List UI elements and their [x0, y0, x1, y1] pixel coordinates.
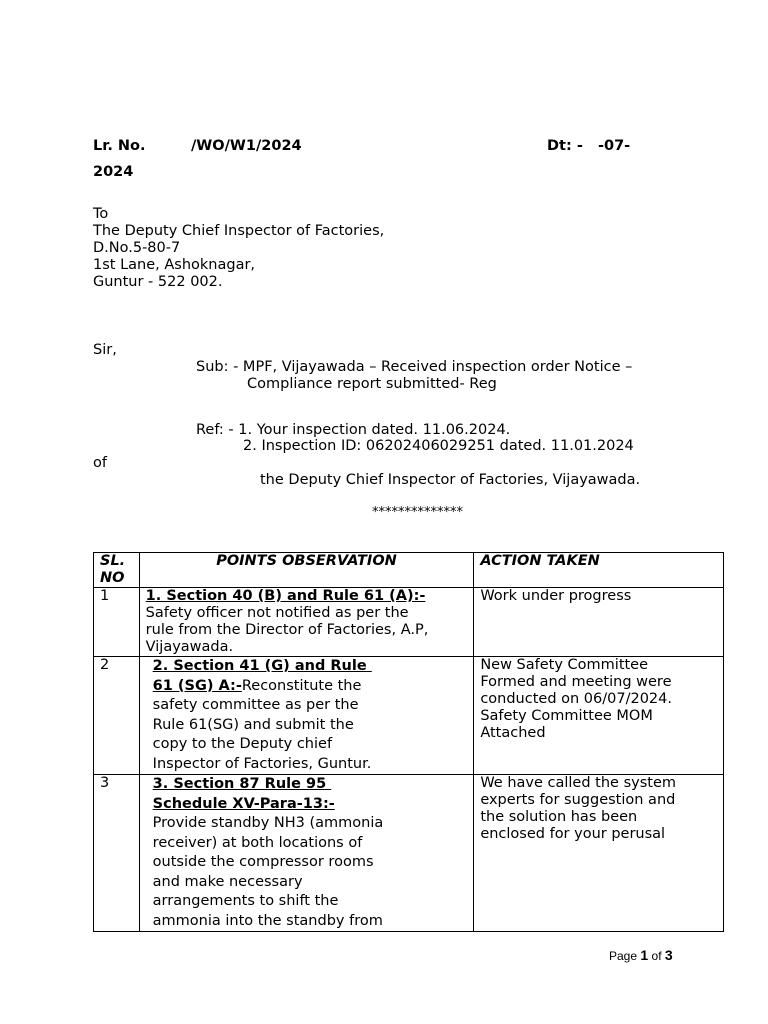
- address-line: 1st Lane, Ashoknagar,: [93, 257, 256, 273]
- reference-of: of: [93, 455, 107, 471]
- observation-text: Reconstitute the: [241, 677, 362, 694]
- date-label: Dt: - -07-: [547, 138, 631, 154]
- observation-line: Rule 61(SG) and submit the: [152, 716, 354, 733]
- letter-number-label: Lr. No.: [93, 138, 146, 154]
- table-header-row: [94, 553, 724, 588]
- row-action: [474, 657, 724, 775]
- reference-line: Ref: - 1. Your inspection dated. 11.06.2024.: [196, 422, 511, 438]
- row-sl: 2: [94, 657, 140, 775]
- observation-line: ammonia into the standby from: [152, 912, 383, 929]
- header-sl-line: NO: [100, 570, 125, 586]
- action-line: Work under progress: [480, 588, 632, 604]
- action-line: New Safety Committee: [480, 657, 649, 673]
- action-line: We have called the system: [480, 775, 676, 791]
- table-row: [94, 657, 724, 775]
- address-line: D.No.5-80-7: [93, 240, 181, 256]
- salutation: Sir,: [93, 342, 117, 358]
- action-line: the solution has been: [480, 809, 638, 825]
- action-line: Safety Committee MOM: [480, 708, 653, 724]
- header-sl-no: [94, 553, 140, 588]
- observation-title: 1. Section 40 (B) and Rule 61 (A):-: [145, 588, 426, 604]
- row-observation: [139, 657, 474, 775]
- letter-reference-code: /WO/W1/2024: [191, 138, 302, 154]
- row-sl: 1: [94, 588, 140, 657]
- address-to: To: [93, 206, 109, 222]
- row-sl: 3: [94, 775, 140, 932]
- observation-line: outside the compressor rooms: [152, 854, 374, 870]
- page-total: 3: [664, 947, 673, 963]
- observation-line: safety committee as per the: [152, 697, 359, 713]
- subject-line: Compliance report submitted- Reg: [247, 376, 497, 392]
- observation-table: [93, 552, 724, 932]
- action-line: Attached: [480, 725, 546, 741]
- page-number-footer: [609, 947, 673, 963]
- action-line: Formed and meeting were: [480, 674, 672, 690]
- row-action: [474, 775, 724, 932]
- observation-line: copy to the Deputy chief: [152, 736, 333, 752]
- action-line: conducted on 06/07/2024.: [480, 691, 672, 707]
- observation-title: 2. Section 41 (G) and Rule: [152, 658, 372, 674]
- address-line: The Deputy Chief Inspector of Factories,: [93, 223, 385, 239]
- observation-line: rule from the Director of Factories, A.P,: [145, 622, 429, 638]
- observation-line: Provide standby NH3 (ammonia: [152, 815, 384, 831]
- date-year: 2024: [93, 164, 134, 180]
- table-row: [94, 775, 724, 932]
- observation-title: 61 (SG) A:-: [152, 677, 242, 694]
- row-observation: [139, 588, 474, 657]
- page-current: 1: [640, 947, 649, 963]
- observation-line: receiver) at both locations of: [152, 834, 363, 851]
- row-action: [474, 588, 724, 657]
- header-sl-line: SL.: [100, 553, 126, 569]
- row-observation: [139, 775, 474, 932]
- table-row: [94, 588, 724, 657]
- subject-line: Sub: - MPF, Vijayawada – Received inspection order Notice –: [196, 359, 633, 375]
- header-action-taken: ACTION TAKEN: [474, 553, 724, 588]
- observation-line: Vijayawada.: [145, 639, 234, 655]
- separator-stars: **************: [372, 505, 463, 520]
- reference-line: the Deputy Chief Inspector of Factories, Vijayawada.: [260, 472, 641, 488]
- observation-line: Safety officer not notified as per the: [145, 605, 409, 621]
- observation-line: and make necessary: [152, 873, 303, 890]
- observation-line: arrangements to shift the: [152, 893, 339, 909]
- observation-title: Schedule XV-Para-13:-: [152, 795, 335, 812]
- action-line: enclosed for your perusal: [480, 826, 666, 842]
- page-of-word: of: [651, 949, 662, 963]
- header-points-observation: POINTS OBSERVATION: [139, 553, 474, 588]
- recipient-address: [93, 206, 384, 291]
- observation-title: 3. Section 87 Rule 95: [152, 776, 332, 792]
- reference-line: 2. Inspection ID: 06202406029251 dated. 11.01.2024: [243, 438, 634, 454]
- observation-line: Inspector of Factories, Guntur.: [152, 755, 372, 772]
- action-line: experts for suggestion and: [480, 792, 676, 808]
- address-line: Guntur - 522 002.: [93, 274, 223, 290]
- page-word: Page: [609, 949, 638, 963]
